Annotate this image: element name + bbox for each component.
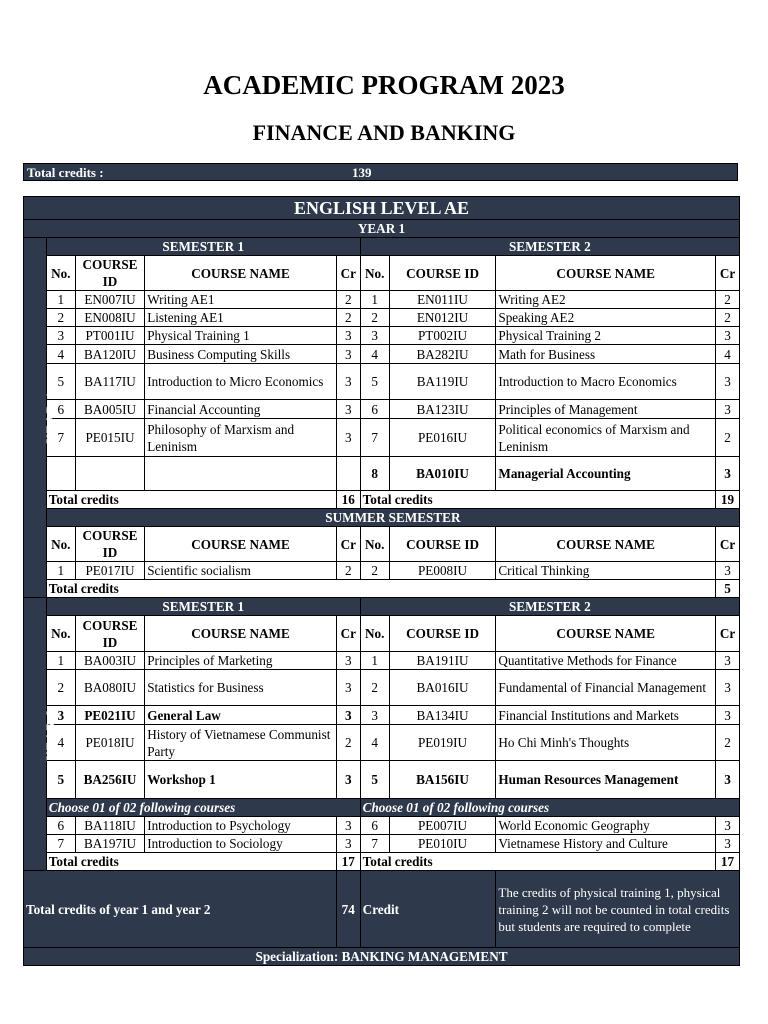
s2-col-course-id-header: COURSE ID <box>389 527 496 562</box>
s1-course-credits: 3 <box>336 345 360 364</box>
page-title: ACADEMIC PROGRAM 2023 <box>203 70 565 100</box>
course-row <box>24 761 740 799</box>
s1-course-name: Writing AE1 <box>145 291 337 309</box>
s1-course-no: 3 <box>46 706 75 725</box>
year1-year-label-text: YEAR 1 <box>42 391 58 444</box>
total-credits-label: Total credits : <box>27 165 104 180</box>
s1-course-id: PE021IU <box>75 706 144 725</box>
program-table-wrapper <box>23 196 740 966</box>
s2-course-credits: 2 <box>716 291 740 309</box>
s1-course-id: PE017IU <box>75 562 144 580</box>
s2-course-no: 6 <box>360 817 389 835</box>
s2-course-credits: 2 <box>716 419 740 457</box>
s1-choose-note: Choose 01 of 02 following courses <box>46 799 360 817</box>
english-level-header: ENGLISH LEVEL AE <box>24 197 740 220</box>
s1-col-no-header: No. <box>46 527 75 562</box>
s1-course-no: 2 <box>46 670 75 706</box>
s1-course-no: 7 <box>46 835 75 853</box>
s2-course-credits: 3 <box>716 652 740 670</box>
s2-col-cr-header: Cr <box>716 527 740 562</box>
s2-total-label: Total credits <box>360 853 715 871</box>
column-header-row <box>24 256 740 291</box>
s1-course-no: 7 <box>46 419 75 457</box>
s1-col-cr-header: Cr <box>336 527 360 562</box>
s2-course-no: 2 <box>360 562 389 580</box>
s1-col-cr-header: Cr <box>336 616 360 652</box>
elective-row <box>24 817 740 835</box>
s2-course-name: Human Resources Management <box>496 761 716 799</box>
s1-course-id: BA080IU <box>75 670 144 706</box>
course-row <box>24 670 740 706</box>
year2-semester1-title: SEMESTER 1 <box>46 598 360 616</box>
s2-course-name: Ho Chi Minh's Thoughts <box>496 725 716 761</box>
s2-course-credits: 3 <box>716 562 740 580</box>
s1-course-credits <box>336 457 360 491</box>
s2-total-value: 19 <box>716 491 740 509</box>
s1-course-credits: 3 <box>336 706 360 725</box>
summer-title-row <box>24 509 740 527</box>
s2-course-name: Writing AE2 <box>496 291 716 309</box>
s2-course-no: 7 <box>360 419 389 457</box>
s2-col-course-name-header: COURSE NAME <box>496 527 716 562</box>
s1-course-id: BA197IU <box>75 835 144 853</box>
s2-course-id: BA282IU <box>389 345 496 364</box>
s2-course-id: BA191IU <box>389 652 496 670</box>
summer-course-row <box>24 562 740 580</box>
s1-total-value: 17 <box>336 853 360 871</box>
s2-course-id: PT002IU <box>389 327 496 345</box>
s1-course-no: 6 <box>46 817 75 835</box>
s2-course-name: Physical Training 2 <box>496 327 716 345</box>
course-row <box>24 345 740 364</box>
s1-course-name: General Law <box>145 706 337 725</box>
semester-title-row <box>24 238 740 256</box>
s2-course-name: Managerial Accounting <box>496 457 716 491</box>
s1-course-credits: 3 <box>336 761 360 799</box>
s2-course-id: PE007IU <box>389 817 496 835</box>
s1-course-name: Listening AE1 <box>145 309 337 327</box>
course-row <box>24 419 740 457</box>
s2-course-name: Introduction to Macro Economics <box>496 364 716 400</box>
s1-course-name: History of Vietnamese Communist Party <box>145 725 337 761</box>
s2-col-course-name-header: COURSE NAME <box>496 256 716 291</box>
s2-course-id: PE019IU <box>389 725 496 761</box>
s1-course-no <box>46 457 75 491</box>
course-row <box>24 400 740 419</box>
s1-course-id: BA118IU <box>75 817 144 835</box>
s1-course-credits: 3 <box>336 817 360 835</box>
s2-course-name: Financial Institutions and Markets <box>496 706 716 725</box>
s1-course-credits: 2 <box>336 725 360 761</box>
s1-col-cr-header: Cr <box>336 256 360 291</box>
s2-course-id: BA156IU <box>389 761 496 799</box>
year1-semester1-title: SEMESTER 1 <box>46 238 360 256</box>
s2-total-value: 17 <box>716 853 740 871</box>
s1-course-no: 4 <box>46 345 75 364</box>
s2-col-course-id-header: COURSE ID <box>389 256 496 291</box>
s1-course-no: 4 <box>46 725 75 761</box>
s2-course-no: 1 <box>360 652 389 670</box>
s1-col-no-header: No. <box>46 616 75 652</box>
s2-course-name: Math for Business <box>496 345 716 364</box>
summary-value: 74 <box>336 871 360 948</box>
s1-course-name: Introduction to Sociology <box>145 835 337 853</box>
s2-course-credits: 3 <box>716 364 740 400</box>
s1-course-id: PT001IU <box>75 327 144 345</box>
summer-total-row <box>24 580 740 598</box>
s2-course-id: EN011IU <box>389 291 496 309</box>
semester-title-row <box>24 598 740 616</box>
s2-course-credits: 3 <box>716 670 740 706</box>
s2-course-no: 6 <box>360 400 389 419</box>
s1-course-no: 1 <box>46 291 75 309</box>
year1-year-label <box>24 238 58 598</box>
s1-course-credits: 3 <box>336 652 360 670</box>
s1-course-id: BA005IU <box>75 400 144 419</box>
s1-course-name: Introduction to Psychology <box>145 817 337 835</box>
s1-course-credits: 3 <box>336 364 360 400</box>
s2-course-id: PE016IU <box>389 419 496 457</box>
s2-total-label: Total credits <box>360 491 715 509</box>
credit-label: Credit <box>360 871 496 948</box>
s2-course-credits: 3 <box>716 835 740 853</box>
credit-note: The credits of physical training 1, physical training 2 will not be counted in total credits but students are required to complete <box>496 871 740 948</box>
column-header-row <box>24 527 740 562</box>
s2-course-id: BA010IU <box>389 457 496 491</box>
year1-semester2-title: SEMESTER 2 <box>360 238 739 256</box>
s1-course-credits: 2 <box>336 562 360 580</box>
s1-col-no-header: No. <box>46 256 75 291</box>
s2-course-name: Quantitative Methods for Finance <box>496 652 716 670</box>
s2-course-credits: 3 <box>716 457 740 491</box>
s1-course-credits: 3 <box>336 419 360 457</box>
s2-course-credits: 3 <box>716 400 740 419</box>
s2-course-id: BA134IU <box>389 706 496 725</box>
s2-course-name: World Economic Geography <box>496 817 716 835</box>
s2-course-id: EN012IU <box>389 309 496 327</box>
s2-course-id: BA123IU <box>389 400 496 419</box>
s2-course-credits: 2 <box>716 725 740 761</box>
summer-total-value: 5 <box>716 580 740 598</box>
summary-label: Total credits of year 1 and year 2 <box>24 871 337 948</box>
course-row <box>24 327 740 345</box>
s2-course-no: 4 <box>360 725 389 761</box>
course-row <box>24 309 740 327</box>
s1-total-value: 16 <box>336 491 360 509</box>
s2-course-name: Vietnamese History and Culture <box>496 835 716 853</box>
total-credits-bar <box>23 163 738 181</box>
s1-course-id: BA003IU <box>75 652 144 670</box>
s1-course-no: 1 <box>46 562 75 580</box>
total-credits-row <box>24 491 740 509</box>
s1-col-course-id-header: COURSE ID <box>75 527 144 562</box>
year1-header: YEAR 1 <box>24 220 740 238</box>
s2-col-cr-header: Cr <box>716 256 740 291</box>
s2-col-cr-header: Cr <box>716 616 740 652</box>
s1-course-credits: 3 <box>336 400 360 419</box>
s2-course-name: Critical Thinking <box>496 562 716 580</box>
s1-course-id: BA256IU <box>75 761 144 799</box>
s1-col-course-name-header: COURSE NAME <box>145 256 337 291</box>
year2-year-label <box>24 598 58 871</box>
s1-course-credits: 2 <box>336 291 360 309</box>
s1-course-name: Financial Accounting <box>145 400 337 419</box>
s2-course-no: 7 <box>360 835 389 853</box>
s2-course-credits: 3 <box>716 817 740 835</box>
s2-course-no: 3 <box>360 706 389 725</box>
s1-col-course-id-header: COURSE ID <box>75 256 144 291</box>
s1-course-id <box>75 457 144 491</box>
year2-semester2-title: SEMESTER 2 <box>360 598 739 616</box>
s2-course-id: BA016IU <box>389 670 496 706</box>
s1-total-label: Total credits <box>46 491 336 509</box>
s2-course-credits: 3 <box>716 706 740 725</box>
s1-course-no: 6 <box>46 400 75 419</box>
course-row <box>24 457 740 491</box>
program-table <box>23 196 740 966</box>
s1-course-id: EN007IU <box>75 291 144 309</box>
s2-course-no: 1 <box>360 291 389 309</box>
s1-course-name: Statistics for Business <box>145 670 337 706</box>
s2-course-id: PE008IU <box>389 562 496 580</box>
s2-course-credits: 2 <box>716 309 740 327</box>
s1-course-name: Principles of Marketing <box>145 652 337 670</box>
course-row <box>24 706 740 725</box>
specialization-header: Specialization: BANKING MANAGEMENT <box>24 948 740 966</box>
s1-total-label: Total credits <box>46 853 336 871</box>
s1-course-name: Physical Training 1 <box>145 327 337 345</box>
s2-col-no-header: No. <box>360 527 389 562</box>
s1-course-credits: 3 <box>336 835 360 853</box>
s1-course-name: Introduction to Micro Economics <box>145 364 337 400</box>
s2-course-credits: 3 <box>716 761 740 799</box>
s2-course-name: Political economics of Marxism and Leninism <box>496 419 716 457</box>
s1-col-course-name-header: COURSE NAME <box>145 527 337 562</box>
summer-semester-title: SUMMER SEMESTER <box>46 509 739 527</box>
elective-row <box>24 835 740 853</box>
s1-course-name: Philosophy of Marxism and Leninism <box>145 419 337 457</box>
s1-course-name <box>145 457 337 491</box>
s2-course-name: Fundamental of Financial Management <box>496 670 716 706</box>
s2-col-course-id-header: COURSE ID <box>389 616 496 652</box>
s1-course-name: Scientific socialism <box>145 562 337 580</box>
s2-course-no: 4 <box>360 345 389 364</box>
s2-course-no: 5 <box>360 761 389 799</box>
s1-col-course-id-header: COURSE ID <box>75 616 144 652</box>
s1-course-id: EN008IU <box>75 309 144 327</box>
page-subtitle: FINANCE AND BANKING <box>252 120 516 145</box>
s1-course-credits: 3 <box>336 327 360 345</box>
s2-course-id: BA119IU <box>389 364 496 400</box>
s2-course-no: 8 <box>360 457 389 491</box>
s2-course-name: Principles of Management <box>496 400 716 419</box>
course-row <box>24 652 740 670</box>
s1-course-no: 1 <box>46 652 75 670</box>
s1-course-id: BA117IU <box>75 364 144 400</box>
s1-course-id: BA120IU <box>75 345 144 364</box>
s2-col-no-header: No. <box>360 256 389 291</box>
s2-col-course-name-header: COURSE NAME <box>496 616 716 652</box>
s2-course-name: Speaking AE2 <box>496 309 716 327</box>
s2-course-no: 2 <box>360 309 389 327</box>
s1-course-id: PE018IU <box>75 725 144 761</box>
s2-col-no-header: No. <box>360 616 389 652</box>
s1-course-no: 5 <box>46 364 75 400</box>
course-row <box>24 725 740 761</box>
s1-course-name: Business Computing Skills <box>145 345 337 364</box>
s1-course-id: PE015IU <box>75 419 144 457</box>
summary-row <box>24 871 740 948</box>
total-credits-row <box>24 853 740 871</box>
s2-course-id: PE010IU <box>389 835 496 853</box>
s2-course-no: 2 <box>360 670 389 706</box>
choose-row <box>24 799 740 817</box>
column-header-row <box>24 616 740 652</box>
s2-course-no: 5 <box>360 364 389 400</box>
s2-choose-note: Choose 01 of 02 following courses <box>360 799 739 817</box>
course-row <box>24 364 740 400</box>
course-row <box>24 291 740 309</box>
s2-course-no: 3 <box>360 327 389 345</box>
s1-course-no: 5 <box>46 761 75 799</box>
s1-course-name: Workshop 1 <box>145 761 337 799</box>
s1-course-credits: 2 <box>336 309 360 327</box>
s2-course-credits: 4 <box>716 345 740 364</box>
s1-course-no: 3 <box>46 327 75 345</box>
s1-course-no: 2 <box>46 309 75 327</box>
s2-course-credits: 3 <box>716 327 740 345</box>
year2-year-label-text: YEAR 2 <box>42 707 58 761</box>
s1-course-credits: 3 <box>336 670 360 706</box>
s1-col-course-name-header: COURSE NAME <box>145 616 337 652</box>
total-credits-value: 139 <box>352 165 372 180</box>
summer-total-label: Total credits <box>46 580 715 598</box>
